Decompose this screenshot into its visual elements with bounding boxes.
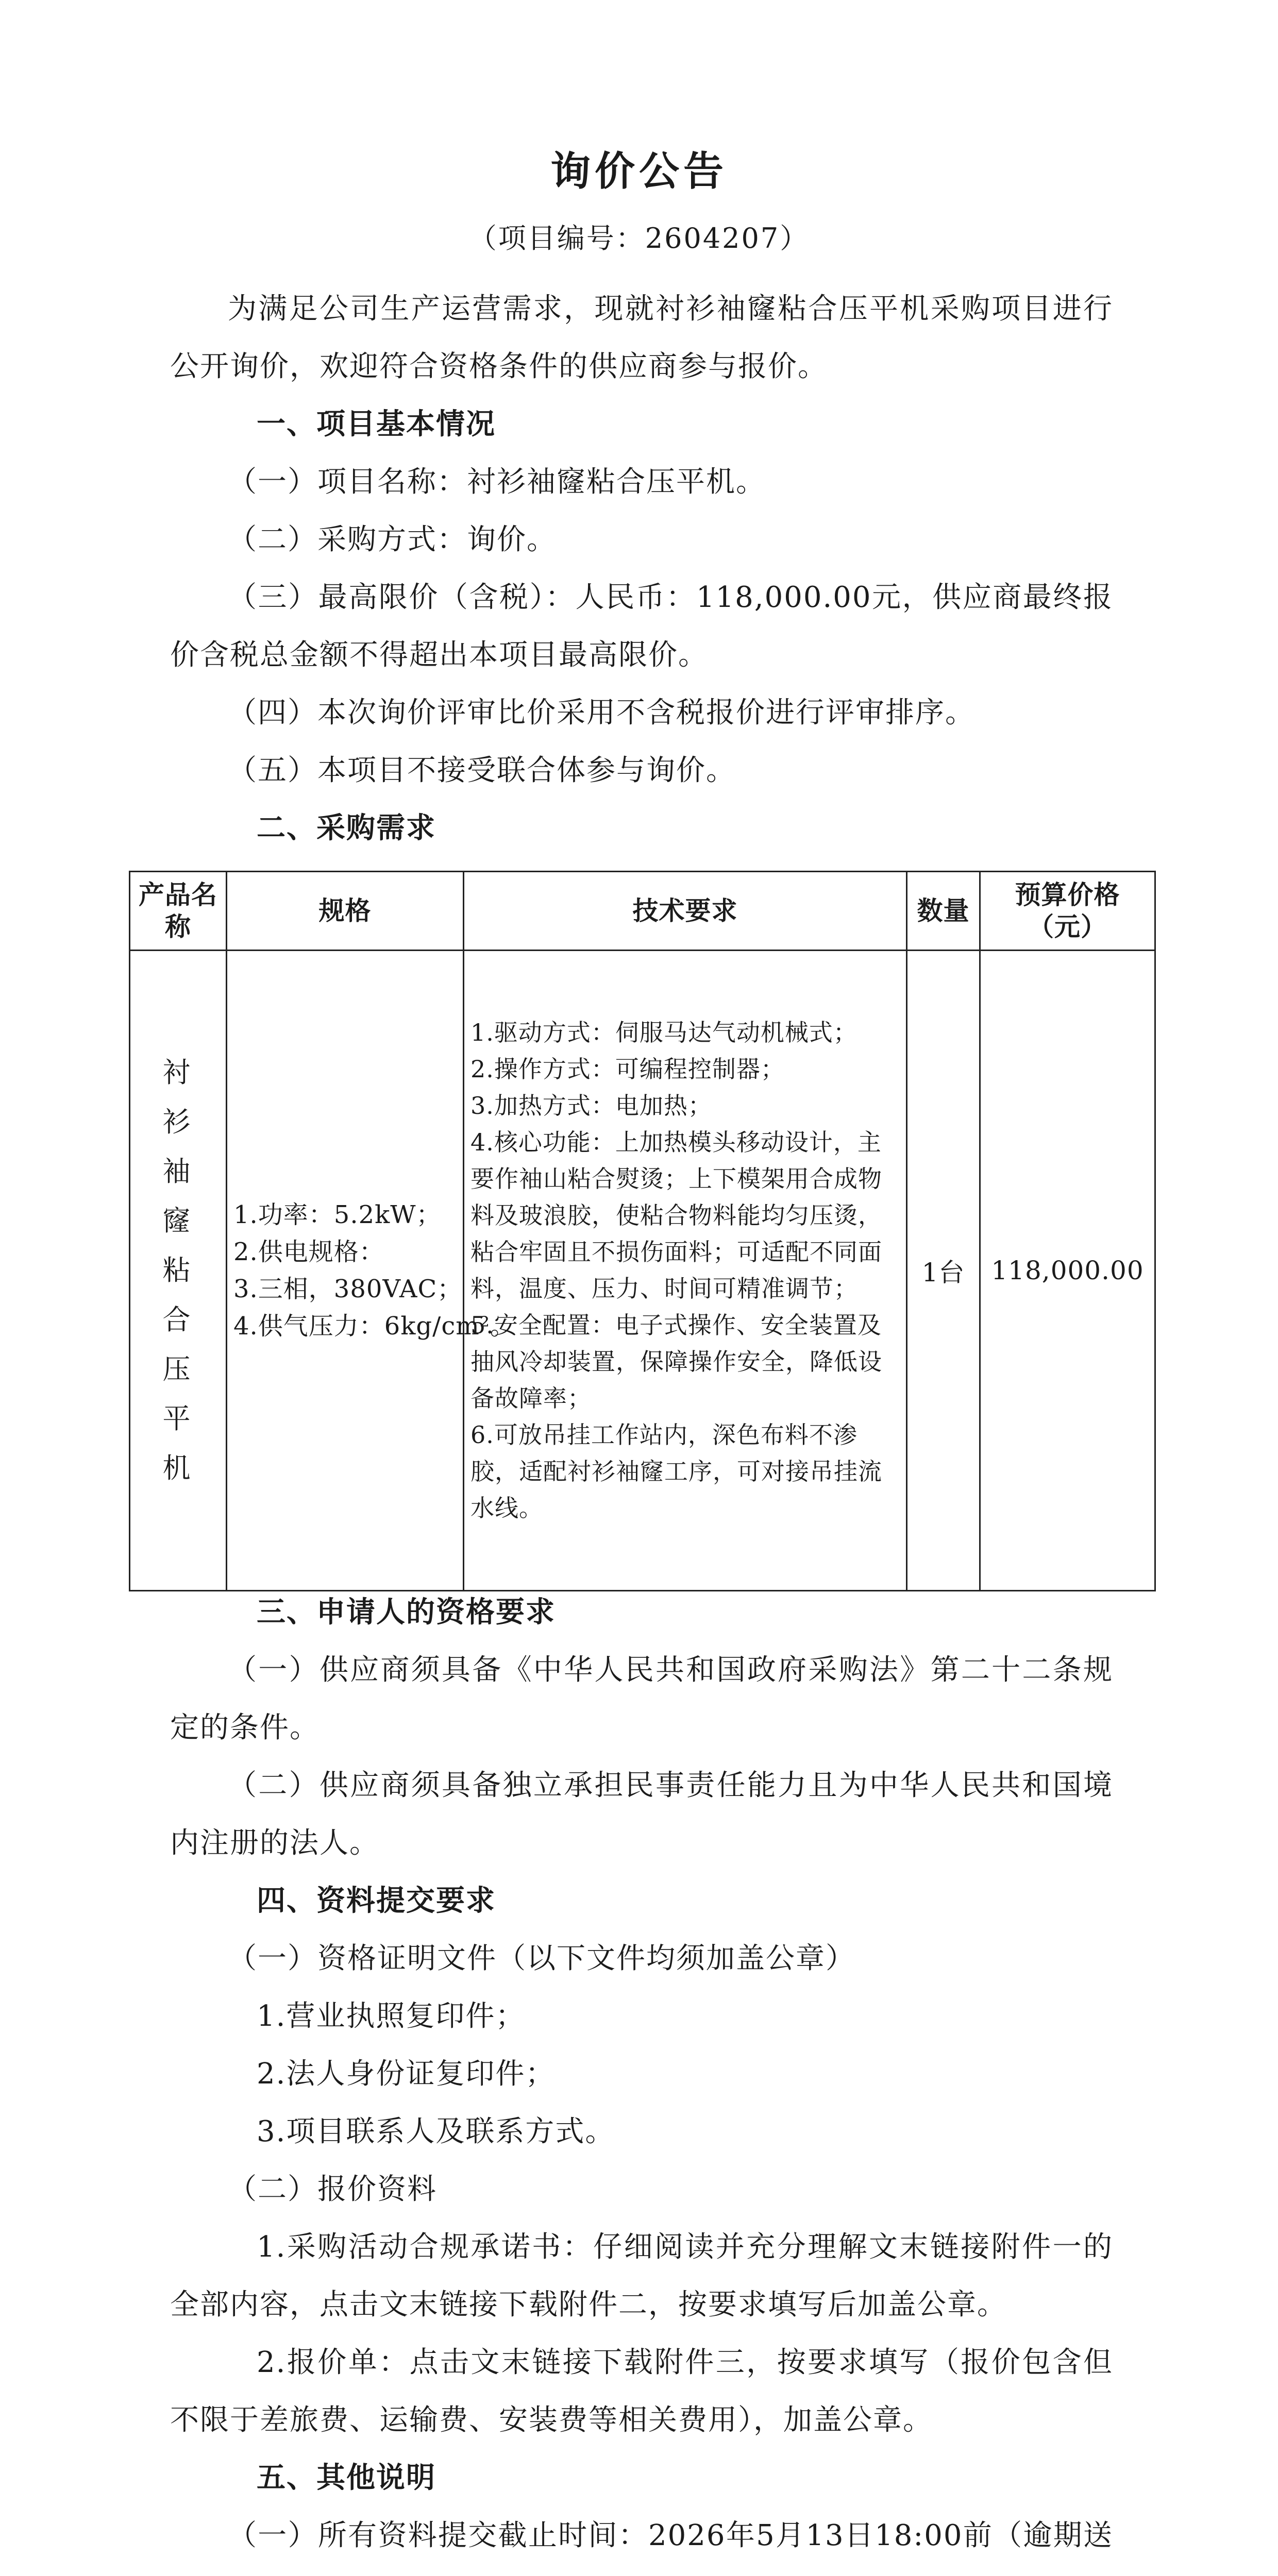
section-3-heading: 三、申请人的资格要求 xyxy=(257,1596,556,1629)
cell-budget-price: 118,000.00 xyxy=(980,951,1155,1591)
tech-line: 3.加热方式：电加热； xyxy=(470,1092,712,1120)
spec-line: 4.供气压力：6kg/cm²。 xyxy=(233,1312,515,1341)
s1-item-5: （五）本项目不接受联合体参与询价。 xyxy=(228,754,736,787)
s4-doc-3: 3.项目联系人及联系方式。 xyxy=(257,2115,615,2148)
col-header-tech: 技术要求 xyxy=(464,872,907,951)
cell-tech-requirements xyxy=(464,951,907,1591)
s4-doc-2: 2.法人身份证复印件； xyxy=(257,2057,556,2091)
col-header-spec: 规格 xyxy=(227,872,464,951)
s1-item-4: （四）本次询价评审比价采用不含税报价进行评审排序。 xyxy=(228,696,975,730)
s1-item-1: （一）项目名称：衬衫袖窿粘合压平机。 xyxy=(228,465,766,499)
col-header-price: 预算价格（元） xyxy=(980,872,1155,951)
tech-line: 2.操作方式：可编程控制器； xyxy=(470,1055,785,1083)
section-5-heading: 五、其他说明 xyxy=(257,2461,436,2495)
s3-item-1: （一）供应商须具备《中华人民共和国政府采购法》第二十二条规定的条件。 xyxy=(170,1653,1113,1744)
s4-quote-1: 1.采购活动合规承诺书：仔细阅读并充分理解文末链接附件一的全部内容，点击文末链接下载附件二，按要求填写后加盖公章。 xyxy=(170,2230,1113,2321)
section-rest xyxy=(170,1584,1113,2576)
section-intro xyxy=(170,280,1113,857)
s1-item-3: （三）最高限价（含税）：人民币：118,000.00元，供应商最终报价含税总金额不得超出本项目最高限价。 xyxy=(170,581,1113,672)
cell-quantity: 1台 xyxy=(907,951,980,1591)
page-title: 询价公告 xyxy=(550,148,728,195)
project-number: （项目编号：2604207） xyxy=(468,222,810,255)
s4-doc-1: 1.营业执照复印件； xyxy=(257,1999,526,2033)
intro-paragraph: 为满足公司生产运营需求，现就衬衫袖窿粘合压平机采购项目进行公开询价，欢迎符合资格条件的供应商参与报价。 xyxy=(170,292,1113,383)
s1-item-2: （二）采购方式：询价。 xyxy=(228,523,557,556)
s5-item-1: （一）所有资料提交截止时间：2026年5月13日18:00前（逾期送 xyxy=(228,2519,1113,2552)
table-row xyxy=(130,951,1155,1591)
tech-line: 1.驱动方式：伺服马达气动机械式； xyxy=(470,1019,857,1046)
section-1-heading: 一、项目基本情况 xyxy=(257,408,496,441)
tech-line: 4.核心功能：上加热模头移动设计，主要作袖山粘合熨烫；上下模架用合成物料及玻浪胶，使粘合物料能均匀压烫，粘合牢固且不损伤面料；可适配不同面料，温度、压力、时间可精准调节； xyxy=(470,1128,882,1302)
col-header-name: 产品名称 xyxy=(130,872,227,951)
cell-specs xyxy=(227,951,515,1591)
s4-sub-1: （一）资格证明文件（以下文件均须加盖公章） xyxy=(228,1942,855,1975)
s4-quote-2: 2.报价单：点击文末链接下载附件三，按要求填写（报价包含但不限于差旅费、运输费、安装费等相关费用），加盖公章。 xyxy=(170,2346,1113,2437)
s3-item-2: （二）供应商须具备独立承担民事责任能力且为中华人民共和国境内注册的法人。 xyxy=(170,1769,1113,1860)
spec-line: 2.供电规格： xyxy=(233,1238,384,1266)
section-2-heading: 二、采购需求 xyxy=(257,811,436,845)
cell-product-name: 衬衫袖窿粘合压平机 xyxy=(130,951,227,1591)
spec-line: 1.功率：5.2kW； xyxy=(233,1200,442,1229)
col-header-qty: 数量 xyxy=(907,872,980,951)
s4-sub-2: （二）报价资料 xyxy=(228,2173,437,2206)
tech-line: 5.安全配置：电子式操作、安全装置及抽风冷却装置，保障操作安全，降低设备故障率； xyxy=(470,1311,882,1412)
section-4-heading: 四、资料提交要求 xyxy=(257,1884,496,1918)
spec-line: 3.三相，380VAC； xyxy=(233,1275,463,1303)
procurement-table xyxy=(129,871,1156,1591)
tech-line: 6.可放吊挂工作站内，深色布料不渗胶，适配衬衫袖窿工序，可对接吊挂流水线。 xyxy=(470,1421,882,1522)
table-header-row xyxy=(130,872,1155,951)
